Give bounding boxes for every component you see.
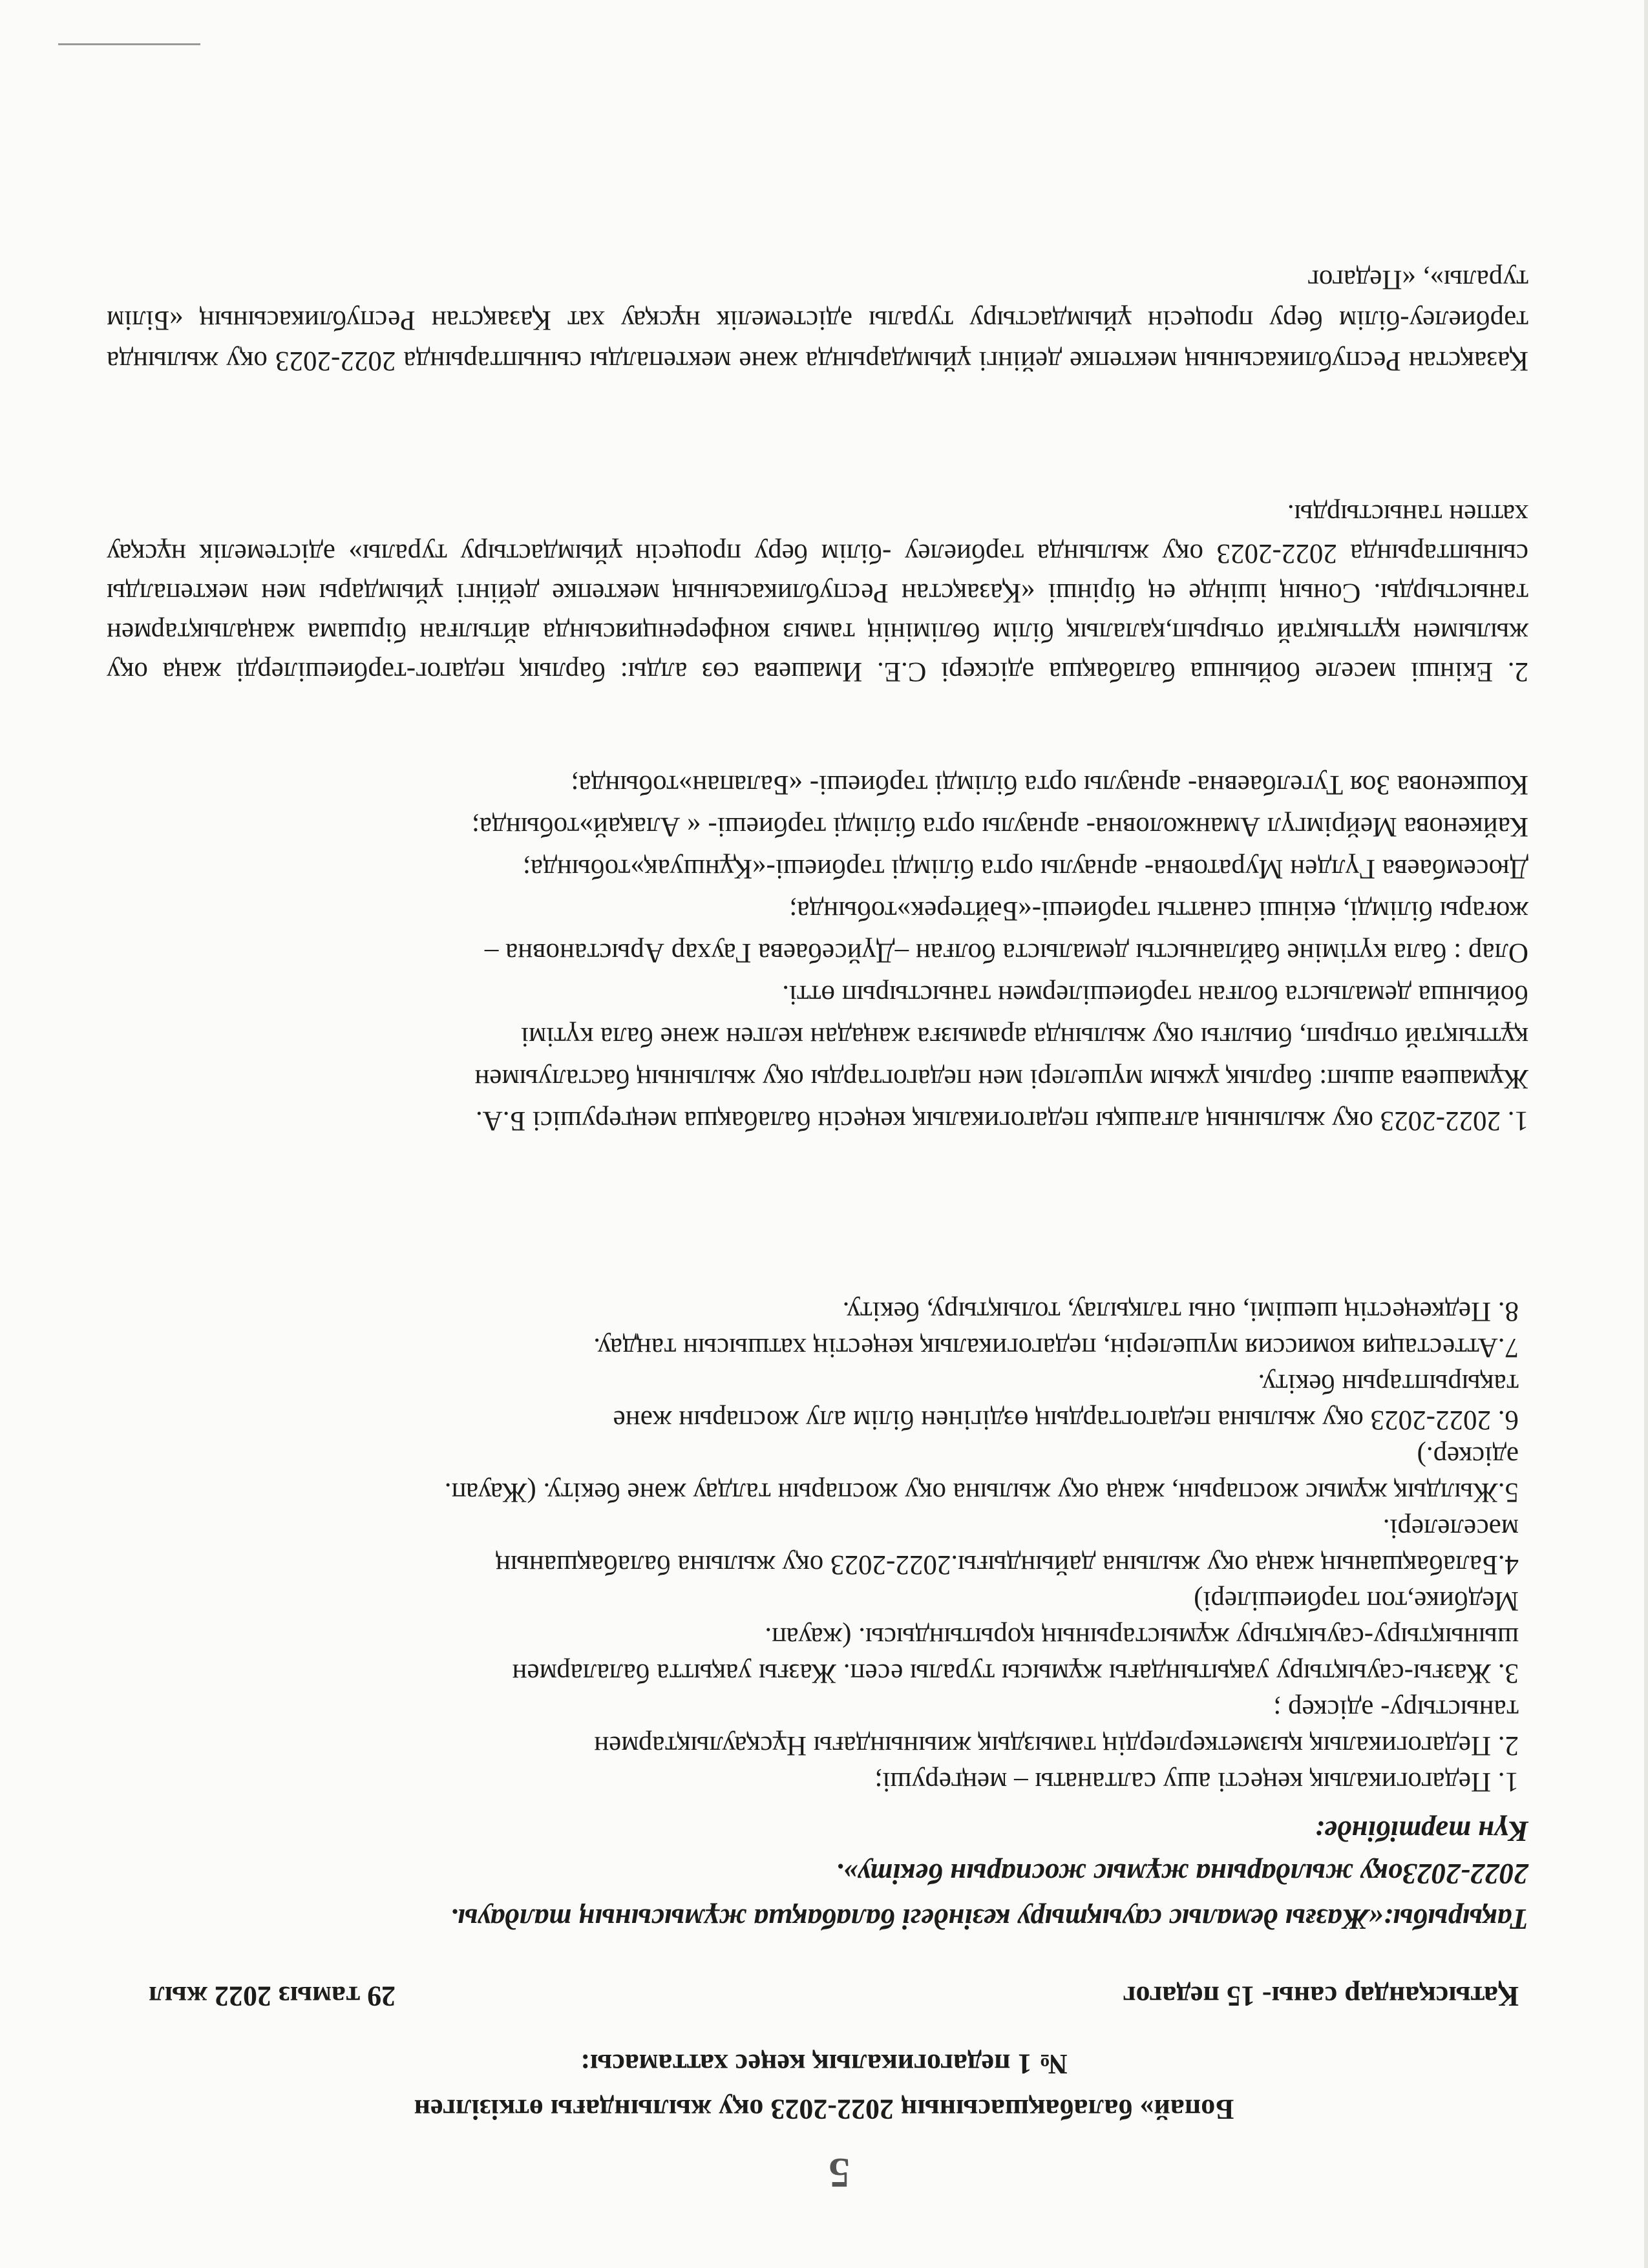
agenda-item: мәселелері.	[1382, 1513, 1519, 1544]
topic-line: 2022-2023оқу жылдарына жұмыс жоспарын бекіту».	[836, 1858, 1528, 1890]
paragraph-2: 2. Екінші мәселе бойынша балабақша әдіскері С.Е. Имашева сөз алды: барлық педагог-тәрбиешілерді жаңа оқу жылымен құттықтай отырып,қалалық білім бөлімінің тамыз конференциясында айтылған біршама жаңалықтармен таныстырды. Соның ішінде ең біріншi «Қазақстан Республикасының мектепке дейінгі ұйымдары мен мектепалды сыныптарында 2022-2023 оқу жылында тәрбиелеу -білім беру процесін ұйымдастыру туралы» әдістемелік нұсқау хатпен таныстырды.	[107, 499, 1528, 687]
agenda-item: шынықтыру-сауықтыру жұмыстарының қорытындысы. (жауап.	[765, 1622, 1519, 1652]
paragraph-line: бойынша демалыста болған тәрбиешілермен таныстырып өтті.	[782, 980, 1528, 1010]
agenda-item: 2. Педагогикалық қызметкерлердің тамыздық жиынындағы Нұсқаулықтармен	[594, 1730, 1519, 1761]
agenda-item: 5.Жылдық жұмыс жоспарын, жаңа оқу жылына оқу жоспарын талдау және бекіту. (Жауап.	[444, 1477, 1519, 1507]
agenda-item: 8. Педкеңестің шешімі, оны талқылау, толықтыру, бекіту.	[842, 1296, 1519, 1327]
agenda-item: тақырыптарын бекіту.	[1258, 1369, 1519, 1399]
meeting-topic	[107, 1851, 1528, 1942]
paragraph-line: жоғары білімді, екінші санатты тәрбиеші-«Бәйтерек»тобында;	[789, 896, 1528, 926]
paragraph-line: Кошкенова Зоя Тугелбаевна- арнаулы орта білімді тәрбиеші- «Балапан»тобында;	[571, 770, 1528, 800]
attendees-count: Қатысқандар саны- 15 педагог	[1123, 1980, 1519, 2012]
paragraph-3: Қазақстан Республикасының мектепке дейінгі ұйымдарында және мектепалды сыныптарында 2022-2023 оқу жылында тәрбиелеу-білім беру процесін ұйымдастыру туралы әдістемелік нұсқау хат Қазақстан Республикасының «Білім туралы», «Педагог	[107, 264, 1528, 376]
agenda-heading: Күн тәртібінде:	[1315, 1815, 1528, 1847]
scan-mark	[58, 43, 200, 45]
page-number: 5	[829, 2149, 850, 2196]
agenda-item: таныстыру- әдіскер ;	[1273, 1694, 1519, 1725]
agenda-item: 7.Аттестация комиссия мүшелерін, педагогикалық кеңестің хатшысын таңдау.	[593, 1332, 1519, 1363]
agenda-item: 4.Балабақшаның жаңа оқу жылына дайындығы.2022-2023 оқу жылына балабақшаның	[495, 1549, 1519, 1580]
agenda-item: әдіскер.)	[1417, 1441, 1519, 1471]
agenda-item: 6. 2022-2023 оқу жылына педагогтардың өздігінен білім алу жоспарын және	[613, 1405, 1519, 1435]
paragraph-1	[107, 762, 1528, 1140]
paragraph-line: Жұмашева ашып: барлық ұжым мүшелері мен педагогтарды оқу жылының басталуымен	[474, 1064, 1528, 1094]
topic-line: Тақырыбы:«Жазғы демалыс сауықтыру кезіндегі балабақша жұмысының талдауы.	[450, 1903, 1528, 1935]
agenda-item: 1. Педагогикалық кеңесті ашу салтанаты – меңгеруші;	[874, 1767, 1519, 1797]
paragraph-line: Кайкенова Мейрімгүл Аманжоловна- арнаулы орта білімді тәрбиеші- « Алақай»тобында;	[471, 812, 1528, 842]
paragraph-line: құттықтай отырып, биылғы оқу жылында арамызға жаңадан келген және бала күтімі	[521, 1022, 1528, 1052]
paragraph-line: Дюсембаева Гүлден Муратовна- арнаулы орта білімді тәрбиеші-«Құншуақ»тобында;	[522, 854, 1528, 884]
agenda-item: 3. Жазғы-сауықтыру уақытындағы жұмысы туралы есеп. Жазғы уақытта балалармен	[512, 1658, 1519, 1688]
agenda-item: Медбике,топ тәрбиешілері)	[1194, 1586, 1519, 1616]
document-title-line1: Бопай» балабақшасының 2022-2023 оқу жылындағы өткізілген	[414, 2094, 1234, 2125]
meeting-date: 29 тамыз 2022 жыл	[149, 1980, 396, 2012]
document-title-line2: № 1 педагогикалық кеңес хаттамасы:	[580, 2048, 1068, 2080]
paragraph-line: Олар : бала күтіміне байланысты демалыста болған –Дүйсебаева Гаухар Арыстановна –	[484, 938, 1528, 968]
agenda-list	[129, 1293, 1519, 1800]
paragraph-line: 1. 2022-2023 оқу жылының алғашқы педагогикалық кеңесін балабақша меңгерушісі Б.А.	[475, 1106, 1528, 1136]
meeting-meta	[149, 1980, 1519, 2013]
